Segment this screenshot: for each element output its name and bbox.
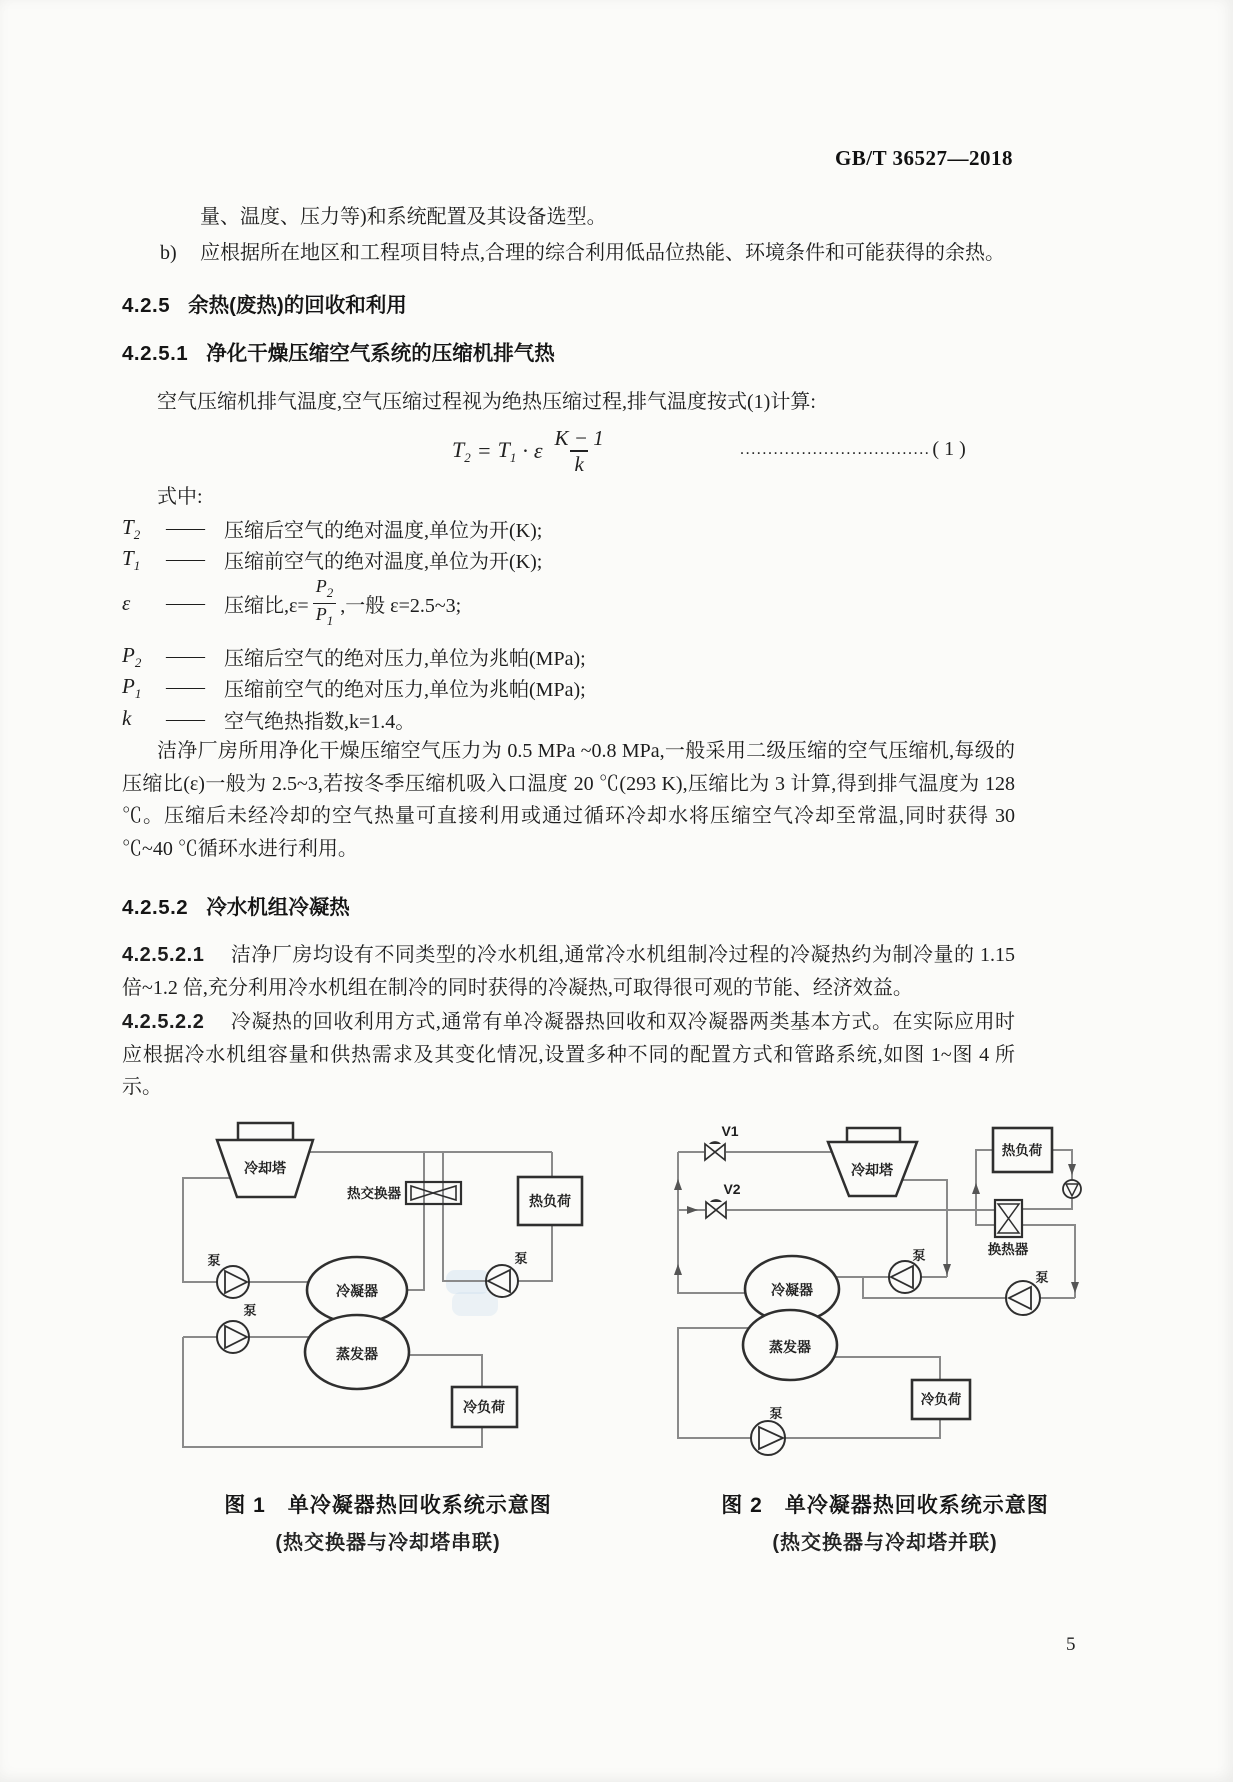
figure1-schematic (140, 1100, 600, 1460)
paragraph-number: 4.2.5.2.2 (122, 1011, 205, 1033)
fig1-tower-label: 冷却塔 (244, 1160, 286, 1176)
eq-epsilon: ε (533, 438, 543, 463)
fig1-pump-label: 泵 (514, 1251, 528, 1266)
fig2-pump-label: 泵 (1035, 1270, 1049, 1285)
section-number: 4.2.5.1 (122, 342, 189, 365)
page-number: 5 (1066, 1634, 1076, 1655)
equation-1 (452, 427, 608, 475)
fig1-heat-exchanger (406, 1182, 461, 1204)
fig1-heat-load (518, 1177, 582, 1225)
fig1-pump-label: 泵 (207, 1253, 221, 1268)
fig1-cool-load-label: 冷负荷 (463, 1399, 505, 1415)
figure2-caption: 图 2 单冷凝器热回收系统示意图 (721, 1494, 1049, 1517)
eq-lhs: $T_2$ (452, 436, 471, 465)
fig1-heat-load-label: 热负荷 (529, 1193, 571, 1209)
paragraph-compressed-air: 洁净厂房所用净化干燥压缩空气压力为 0.5 MPa ~0.8 MPa,一般采用二级压缩的空气压缩机,每级的压缩比(ε)一般为 2.5~3,若按冬季压缩机吸入口温度 20 ℃(293 K),压缩比为 3 计算,得到排气温度为 128 ℃。压缩后未经冷却的空气热量可直接利用或通过循环冷却水将压缩空气冷却至常温,同时获得 30 ℃~40 ℃循环水进行利用。 (122, 740, 1015, 860)
fig2-heat-exchanger (995, 1200, 1022, 1237)
definition-row-k: k —— 空气绝热指数,k=1.4。 (122, 705, 416, 733)
section-heading-4-2-5 (122, 288, 407, 318)
fig2-pump-3 (751, 1406, 785, 1455)
definition-row-t1: $T_1$ —— 压缩前空气的绝对温度,单位为开(K); (122, 545, 543, 573)
fig1-evaporator-label: 蒸发器 (336, 1346, 378, 1362)
paragraph-4-2-5-2-1 (122, 939, 1015, 1004)
section-heading-4-2-5-2 (122, 890, 350, 920)
section-title: 净化干燥压缩空气系统的压缩机排气热 (206, 342, 555, 365)
fig2-cool-load-label: 冷负荷 (920, 1392, 962, 1407)
fig1-condenser (307, 1257, 407, 1323)
fig1-pump-3 (486, 1251, 528, 1297)
definition-row-epsilon: ε —— 压缩比,ε= $\frac{P_2}{P_1}$ ,一般 ε=2.5~3; (122, 575, 462, 628)
definition-row-t2: $T_2$ —— 压缩后空气的绝对温度,单位为开(K); (122, 514, 543, 542)
fig2-pump-label: 泵 (912, 1248, 926, 1263)
fig1-cool-load (452, 1387, 517, 1427)
fig1-heat-exchanger-label: 热交换器 (347, 1186, 401, 1201)
fig2-pump-1 (889, 1248, 926, 1293)
section-title: 余热(废热)的回收和利用 (188, 294, 407, 317)
fig2-valve-v1-label: V1 (721, 1123, 739, 1139)
fig1-pump-2 (217, 1303, 257, 1353)
list-item-b-label: b) (160, 242, 177, 264)
list-item-b-text: 应根据所在地区和工程项目特点,合理的综合利用低品位热能、环境条件和可能获得的余热。 (200, 242, 1005, 264)
fig2-pump-small (1063, 1180, 1081, 1198)
fig2-cool-load (912, 1380, 970, 1419)
fig2-heat-load (993, 1128, 1052, 1172)
equation-leader-dots (740, 438, 1020, 461)
fig1-pump-label: 泵 (243, 1303, 257, 1318)
fig1-condenser-label: 冷凝器 (336, 1283, 378, 1299)
definition-row-p2: $P_2$ —— 压缩后空气的绝对压力,单位为兆帕(MPa); (122, 642, 586, 670)
figure2-subcaption: (热交换器与冷却塔并联) (772, 1532, 998, 1554)
paragraph-continuation: 量、温度、压力等)和系统配置及其设备选型。 (200, 206, 607, 228)
section-heading-4-2-5-1 (122, 336, 555, 366)
fig2-valve-v2-label: V2 (723, 1181, 741, 1197)
fig2-evaporator (743, 1310, 837, 1380)
fig2-condenser-label: 冷凝器 (771, 1282, 813, 1298)
fig1-pump-1 (207, 1253, 249, 1298)
definition-row-p1: $P_1$ —— 压缩前空气的绝对压力,单位为兆帕(MPa); (122, 673, 586, 701)
leader-dots: .................................. (740, 440, 931, 458)
section-title: 冷水机组冷凝热 (206, 896, 350, 919)
figure1-caption: 图 1 单冷凝器热回收系统示意图 (224, 1494, 552, 1517)
formula-intro-paragraph: 空气压缩机排气温度,空气压缩过程视为绝热压缩过程,排气温度按式(1)计算: (157, 391, 816, 413)
paragraph-4-2-5-2-2 (122, 1006, 1015, 1104)
fig2-valve-v1 (705, 1123, 739, 1160)
paragraph-text: 洁净厂房均设有不同类型的冷水机组,通常冷水机组制冷过程的冷凝热约为制冷量的 1.15 倍~1.2 倍,充分利用冷水机组在制冷的同时获得的冷凝热,可取得很可观的节能、经济效益。 (122, 944, 1015, 999)
fig1-evaporator (305, 1315, 409, 1389)
where-label: 式中: (157, 486, 203, 508)
fig2-pump-label: 泵 (769, 1406, 783, 1421)
section-number: 4.2.5 (122, 294, 171, 317)
eq-equals: = (476, 438, 492, 463)
fig2-evaporator-label: 蒸发器 (769, 1339, 811, 1355)
equation-number: ( 1 ) (932, 438, 966, 460)
fig2-tower-label: 冷却塔 (851, 1162, 893, 1178)
fig2-heat-load-label: 热负荷 (1001, 1143, 1043, 1158)
figure2-schematic (660, 1100, 1110, 1470)
eq-rhs-base: $T_1$ (497, 436, 517, 465)
section-number: 4.2.5.2 (122, 896, 189, 919)
fig2-pump-2 (1006, 1270, 1049, 1315)
paragraph-text: 冷凝热的回收利用方式,通常有单冷凝器热回收和双冷凝器两类基本方式。在实际应用时应根据冷水机组容量和供热需求及其变化情况,设置多种不同的配置方式和管路系统,如图 1~图 4 所示。 (122, 1011, 1015, 1098)
fig2-valve-v2 (706, 1181, 741, 1218)
standard-code-header: GB/T 36527—2018 (834, 146, 1013, 170)
eq-exponent-fraction: $\frac{K - 1}{k}$ (554, 426, 604, 476)
figure1-subcaption: (热交换器与冷却塔串联) (275, 1532, 501, 1554)
fig2-heat-exchanger-label: 换热器 (987, 1242, 1029, 1257)
paragraph-number: 4.2.5.2.1 (122, 944, 205, 966)
eq-dot: · (522, 438, 528, 463)
epsilon-fraction: $\frac{P_2}{P_1}$ (313, 577, 337, 630)
